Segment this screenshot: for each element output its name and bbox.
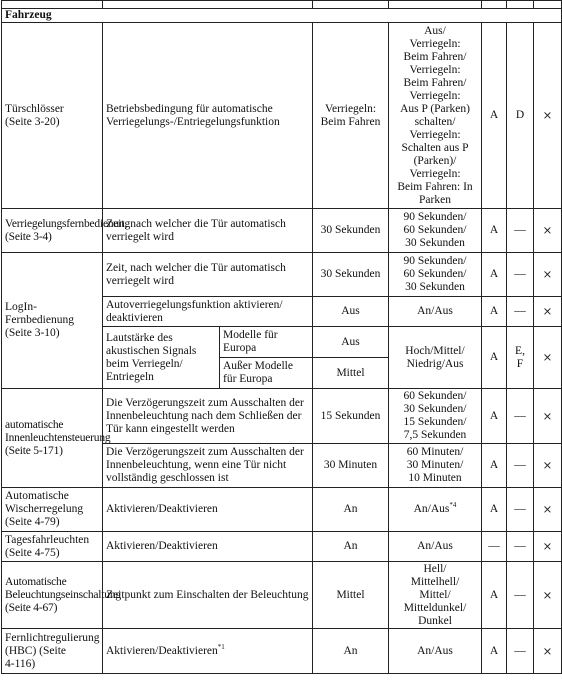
dash-mark: —	[507, 253, 534, 297]
method-a: A	[482, 253, 507, 297]
default-value: Aus	[313, 327, 389, 358]
method-a: A	[482, 209, 507, 253]
cross-icon: ×	[534, 444, 562, 488]
method-b: D	[507, 23, 534, 209]
method-a: A	[482, 488, 507, 532]
options-value: 90 Sekunden/ 60 Sekunden/ 30 Sekunden	[389, 253, 482, 297]
default-value: 30 Sekunden	[313, 253, 389, 297]
cross-icon: ×	[534, 209, 562, 253]
cross-icon: ×	[534, 389, 562, 444]
options-value: An/Aus	[389, 297, 482, 327]
function-desc: Betriebsbedingung für automatische Verriegelungs-/Entriegelungsfunktion	[103, 23, 313, 209]
item-label: Türschlösser (Seite 3-20)	[5, 102, 64, 128]
cross-icon: ×	[534, 629, 562, 674]
method-a: A	[482, 327, 507, 389]
function-desc: Die Verzögerungszeit zum Ausschalten der Innenbeleuchtung, wenn eine Tür nicht vollständig geschlossen ist	[103, 444, 313, 488]
dash-mark: —	[507, 209, 534, 253]
default-value: 30 Minuten	[313, 444, 389, 488]
model-variant: Modelle für Europa	[220, 327, 313, 358]
function-desc: Lautstärke des akustischen Signals beim Verriegeln/ Entriegeln	[103, 327, 220, 389]
method-a: A	[482, 23, 507, 209]
top-rule-row	[2, 1, 562, 9]
options-value: Hoch/Mittel/ Niedrig/Aus	[389, 327, 482, 389]
cross-icon: ×	[534, 253, 562, 297]
cross-icon: ×	[534, 488, 562, 532]
table-row	[2, 253, 562, 297]
cross-icon: ×	[534, 327, 562, 389]
method-a: A	[482, 562, 507, 629]
default-value: An	[313, 629, 389, 674]
cross-icon: ×	[534, 297, 562, 327]
options-value: Hell/ Mittelhell/ Mittel/ Mitteldunkel/ Dunkel	[389, 562, 482, 629]
section-title: Fahrzeug	[2, 9, 562, 23]
table-row	[2, 562, 562, 629]
function-desc: Aktivieren/Deaktivieren	[103, 488, 313, 532]
function-desc: Zeit, nach welcher die Tür automatisch verriegelt wird	[103, 209, 313, 253]
cross-icon: ×	[534, 23, 562, 209]
default-value: Mittel	[313, 562, 389, 629]
item-name: Automatische Wischerregelung (Seite 4-79)	[2, 488, 103, 532]
dash-mark: —	[507, 444, 534, 488]
options-text: An/Aus	[413, 503, 450, 515]
options-value: An/Aus	[389, 532, 482, 562]
table-row	[2, 23, 562, 209]
default-value: 15 Sekunden	[313, 389, 389, 444]
dash-mark: —	[507, 562, 534, 629]
dash-mark: —	[482, 532, 507, 562]
options-value	[389, 488, 482, 532]
options-value: 90 Sekunden/ 60 Sekunden/ 30 Sekunden	[389, 209, 482, 253]
footnote-mark: *1	[217, 642, 225, 651]
table-row	[2, 629, 562, 674]
item-name: Fernlichtregulierung (HBC) (Seite 4-116)	[2, 629, 103, 674]
item-name	[2, 23, 103, 209]
options-value: An/Aus	[389, 629, 482, 674]
options-value: Aus/ Verriegeln: Beim Fahren/ Verriegeln: Beim Fahren/ Verriegeln: Aus P (Parken) schalten/ Verriegeln: Schalten aus P (Parken)/ Verriegeln: Beim Fahren: In Parken	[389, 23, 482, 209]
function-desc: Zeit, nach welcher die Tür automatisch verriegelt wird	[103, 253, 313, 297]
dash-mark: —	[507, 629, 534, 674]
method-a: A	[482, 389, 507, 444]
dash-mark: —	[507, 297, 534, 327]
function-text: Aktivieren/Deaktivieren	[106, 644, 218, 657]
method-a: A	[482, 297, 507, 327]
settings-table	[1, 0, 562, 674]
default-value: An	[313, 488, 389, 532]
method-a: A	[482, 629, 507, 674]
dash-mark: —	[507, 488, 534, 532]
model-variant: Außer Modelle für Europa	[220, 358, 313, 389]
item-name: LogIn- Fernbedienung (Seite 3-10)	[2, 253, 103, 389]
item-name: Automatische Beleuchtungseinschaltung (Seite 4-67)	[2, 562, 103, 629]
default-value: Verriegeln: Beim Fahren	[313, 23, 389, 209]
section-header-row	[2, 9, 562, 23]
options-value: 60 Minuten/ 30 Minuten/ 10 Minuten	[389, 444, 482, 488]
table-row	[2, 488, 562, 532]
footnote-mark: *4	[449, 501, 457, 510]
item-name: automatische Innenleuchtensteuerung (Seite 5-171)	[2, 389, 103, 488]
item-name: Verriegelungsfernbedienung (Seite 3-4)	[2, 209, 103, 253]
dash-mark: —	[507, 532, 534, 562]
table-row	[2, 532, 562, 562]
dash-mark: —	[507, 389, 534, 444]
method-a: A	[482, 444, 507, 488]
default-value: Mittel	[313, 358, 389, 389]
function-desc: Die Verzögerungszeit zum Ausschalten der Innenbeleuchtung nach dem Schließen der Tür kann eingestellt werden	[103, 389, 313, 444]
table-row	[2, 389, 562, 444]
cross-icon: ×	[534, 532, 562, 562]
function-desc: Aktivieren/Deaktivieren	[103, 532, 313, 562]
default-value: An	[313, 532, 389, 562]
table-row	[2, 209, 562, 253]
options-value: 60 Sekunden/ 30 Sekunden/ 15 Sekunden/ 7,5 Sekunden	[389, 389, 482, 444]
function-desc: Zeitpunkt zum Einschalten der Beleuchtung	[103, 562, 313, 629]
default-value: 30 Sekunden	[313, 209, 389, 253]
default-value: Aus	[313, 297, 389, 327]
item-name: Tagesfahrleuchten (Seite 4-75)	[2, 532, 103, 562]
function-desc: Autoverriegelungsfunktion aktivieren/ deaktivieren	[103, 297, 313, 327]
function-desc	[103, 629, 313, 674]
cross-icon: ×	[534, 562, 562, 629]
method-b: E, F	[507, 327, 534, 389]
